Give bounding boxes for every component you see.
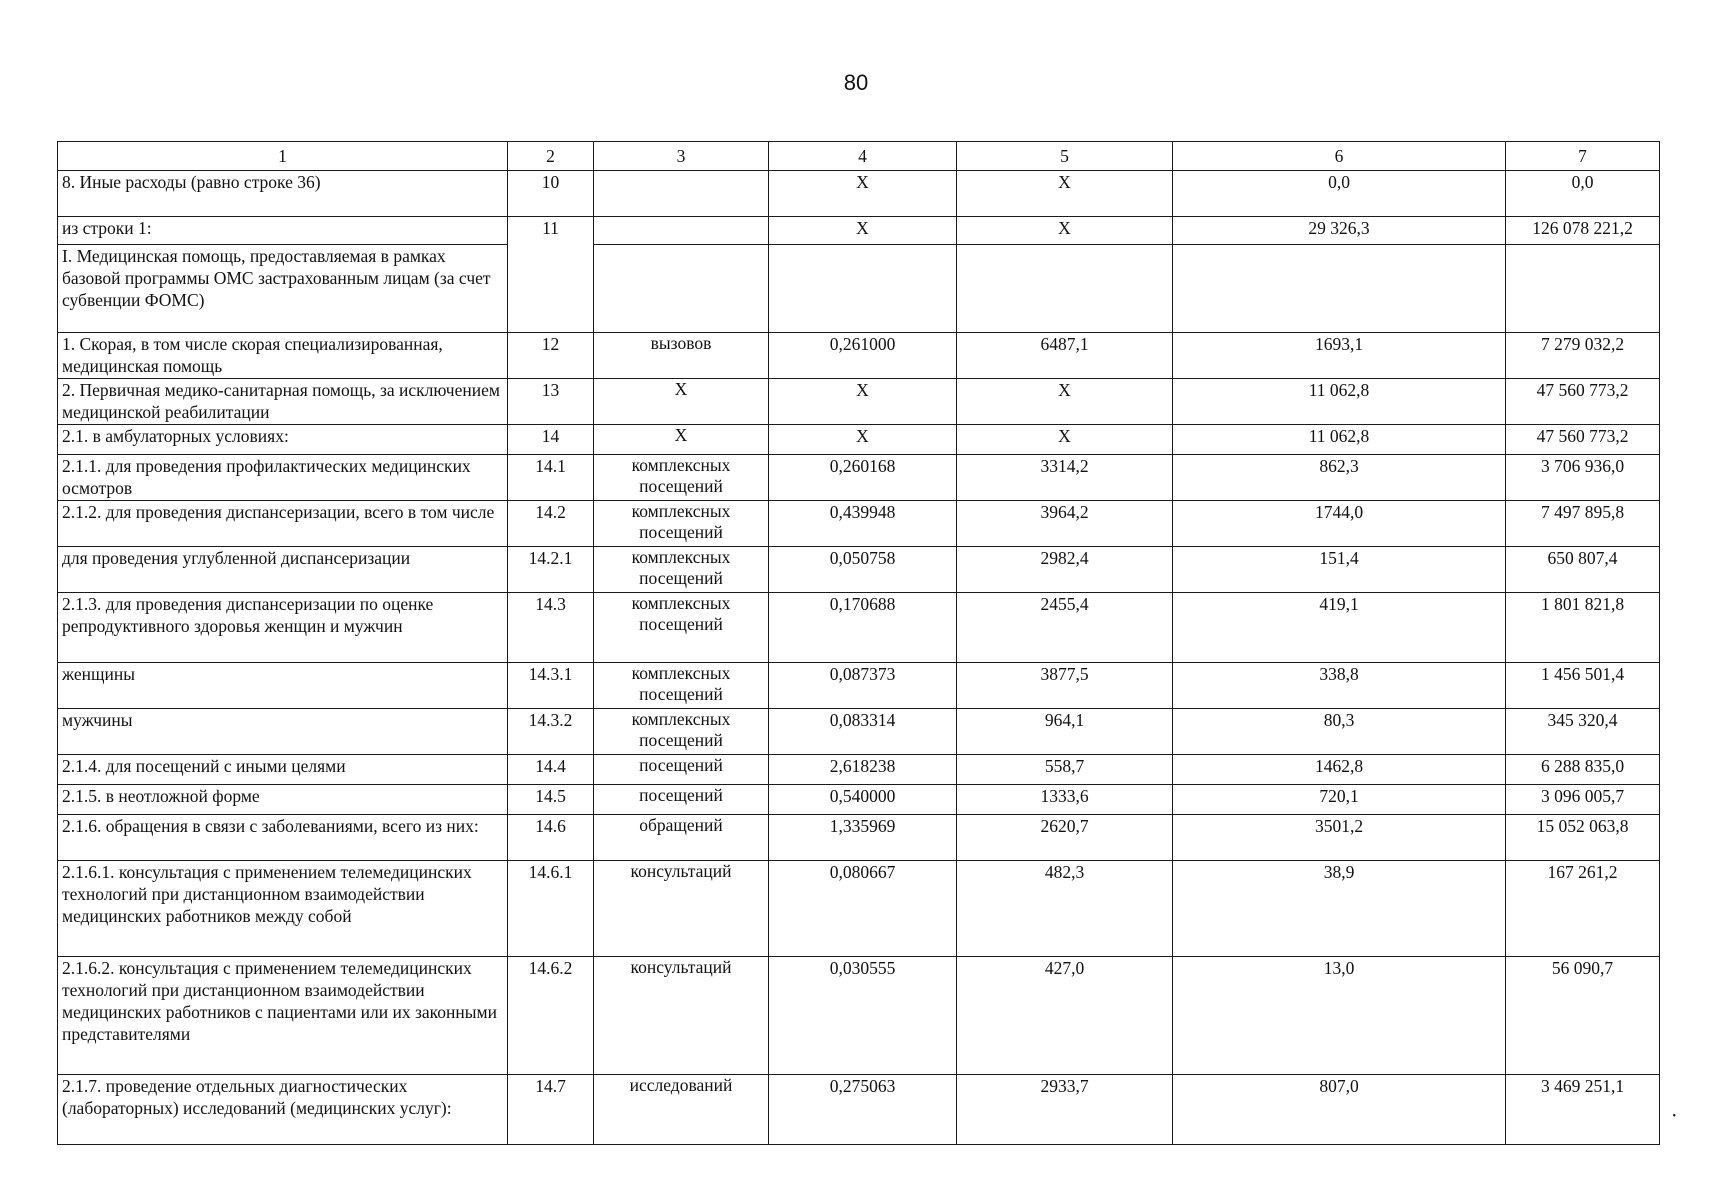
table-cell-col5: 2620,7 xyxy=(957,815,1173,861)
column-header-3: 3 xyxy=(594,142,769,171)
table-cell-col5: 2933,7 xyxy=(957,1075,1173,1145)
table-row xyxy=(58,785,1660,815)
table-cell-col7: 15 052 063,8 xyxy=(1506,815,1660,861)
table-cell-col7: 1 801 821,8 xyxy=(1506,593,1660,663)
table-cell-col3: Х xyxy=(594,379,769,425)
table-cell-col1: мужчины xyxy=(58,709,508,755)
table-cell-col6: 38,9 xyxy=(1173,861,1506,957)
table-cell-col1: 2.1.7. проведение отдельных диагностических (лабораторных) исследований (медицинских услуг): xyxy=(58,1075,508,1145)
stray-dot: • xyxy=(1672,1111,1676,1122)
table-cell-col4: 0,439948 xyxy=(769,501,957,547)
table-cell-col3: комплексных посещений xyxy=(594,547,769,593)
column-header-4: 4 xyxy=(769,142,957,171)
table-cell-col4: 0,050758 xyxy=(769,547,957,593)
table-cell-col6: 862,3 xyxy=(1173,455,1506,501)
table-cell-col4: 0,083314 xyxy=(769,709,957,755)
table-cell-col6: 1462,8 xyxy=(1173,755,1506,785)
table-cell-col6: 11 062,8 xyxy=(1173,379,1506,425)
table-cell-col1: 2.1.4. для посещений с иными целями xyxy=(58,755,508,785)
table-cell-col5: 3314,2 xyxy=(957,455,1173,501)
table-row xyxy=(58,755,1660,785)
table-cell-col7: 47 560 773,2 xyxy=(1506,425,1660,455)
table-cell-col5: 3964,2 xyxy=(957,501,1173,547)
table-cell-col3: посещений xyxy=(594,785,769,815)
table-cell-col3: консультаций xyxy=(594,957,769,1075)
table-cell-col6: 13,0 xyxy=(1173,957,1506,1075)
table-cell-col2: 14.6.1 xyxy=(508,861,594,957)
table-cell-col2: 14.3.2 xyxy=(508,709,594,755)
column-header-5: 5 xyxy=(957,142,1173,171)
table-cell-col2: 13 xyxy=(508,379,594,425)
table-cell-col5: Х xyxy=(957,425,1173,455)
table-cell-col2: 12 xyxy=(508,333,594,379)
table-row xyxy=(58,171,1660,217)
table-cell-col1: 2.1.6.1. консультация с применением телемедицинских технологий при дистанционном взаимодействии медицинских работников между собой xyxy=(58,861,508,957)
table-cell-col3: посещений xyxy=(594,755,769,785)
table-cell-col3 xyxy=(594,245,769,333)
table-cell-col7 xyxy=(1506,245,1660,333)
table-cell-col2: 14.3.1 xyxy=(508,663,594,709)
table-cell-col2: 14.1 xyxy=(508,455,594,501)
table-cell-col5: 558,7 xyxy=(957,755,1173,785)
table-cell-col1: 2.1.3. для проведения диспансеризации по оценке репродуктивного здоровья женщин и мужчин xyxy=(58,593,508,663)
table-cell-col6: 338,8 xyxy=(1173,663,1506,709)
table-cell-col2: 14.6.2 xyxy=(508,957,594,1075)
table-cell-col3: комплексных посещений xyxy=(594,501,769,547)
table-cell-col3 xyxy=(594,171,769,217)
table-cell-col6: 80,3 xyxy=(1173,709,1506,755)
table-cell-col4: 0,170688 xyxy=(769,593,957,663)
table-cell-col2: 14.4 xyxy=(508,755,594,785)
column-header-7: 7 xyxy=(1506,142,1660,171)
table-cell-col3: комплексных посещений xyxy=(594,663,769,709)
table-cell-col5 xyxy=(957,245,1173,333)
table-cell-col3: комплексных посещений xyxy=(594,709,769,755)
table-cell-col5: Х xyxy=(957,379,1173,425)
table-cell-col1: 2.1.6.2. консультация с применением телемедицинских технологий при дистанционном взаимодействии медицинских работников с пациентами или их законными представителями xyxy=(58,957,508,1075)
table-cell-col4: 0,260168 xyxy=(769,455,957,501)
table-cell-col1: 2. Первичная медико-санитарная помощь, за исключением медицинской реабилитации xyxy=(58,379,508,425)
table-cell-col4: 0,261000 xyxy=(769,333,957,379)
table-row xyxy=(58,1075,1660,1145)
table-cell-col7: 3 096 005,7 xyxy=(1506,785,1660,815)
table-row xyxy=(58,217,1660,245)
table-cell-col7: 7 279 032,2 xyxy=(1506,333,1660,379)
table-cell-col2: 14.7 xyxy=(508,1075,594,1145)
table-cell-col6: 3501,2 xyxy=(1173,815,1506,861)
table-row xyxy=(58,663,1660,709)
table-row xyxy=(58,425,1660,455)
table-cell-col1: 2.1.5. в неотложной форме xyxy=(58,785,508,815)
table-cell-col7: 650 807,4 xyxy=(1506,547,1660,593)
table-header-row xyxy=(58,142,1660,171)
table-cell-col7: 6 288 835,0 xyxy=(1506,755,1660,785)
table-row xyxy=(58,815,1660,861)
table-row xyxy=(58,957,1660,1075)
table-cell-col5: Х xyxy=(957,217,1173,245)
page-number: 80 xyxy=(843,70,869,95)
column-header-1: 1 xyxy=(58,142,508,171)
column-header-6: 6 xyxy=(1173,142,1506,171)
table-cell-col4: 0,030555 xyxy=(769,957,957,1075)
table-cell-col7: 126 078 221,2 xyxy=(1506,217,1660,245)
table-cell-col6 xyxy=(1173,245,1506,333)
table-cell-col3: комплексных посещений xyxy=(594,455,769,501)
table-cell-col6: 11 062,8 xyxy=(1173,425,1506,455)
table-cell-col2: 14.2 xyxy=(508,501,594,547)
table-cell-col7: 167 261,2 xyxy=(1506,861,1660,957)
table-cell-col7: 0,0 xyxy=(1506,171,1660,217)
table-cell-col5: 964,1 xyxy=(957,709,1173,755)
table-cell-col4: 0,087373 xyxy=(769,663,957,709)
table-cell-col1: 2.1. в амбулаторных условиях: xyxy=(58,425,508,455)
table-cell-col7: 56 090,7 xyxy=(1506,957,1660,1075)
table-row xyxy=(58,593,1660,663)
table-cell-col6: 720,1 xyxy=(1173,785,1506,815)
table-row xyxy=(58,333,1660,379)
table-cell-col2: 14.2.1 xyxy=(508,547,594,593)
table-cell-col2: 14.3 xyxy=(508,593,594,663)
table-cell-col2: 14.5 xyxy=(508,785,594,815)
table-cell-col1: из строки 1: xyxy=(58,217,508,245)
table-cell-col4: Х xyxy=(769,217,957,245)
table-cell-col4: 0,275063 xyxy=(769,1075,957,1145)
table-cell-col1: 2.1.1. для проведения профилактических медицинских осмотров xyxy=(58,455,508,501)
table-cell-col3 xyxy=(594,217,769,245)
table-cell-col7: 345 320,4 xyxy=(1506,709,1660,755)
table-cell-col4: 1,335969 xyxy=(769,815,957,861)
table-cell-col5: 2455,4 xyxy=(957,593,1173,663)
table-cell-col6: 0,0 xyxy=(1173,171,1506,217)
table-cell-col6: 151,4 xyxy=(1173,547,1506,593)
table-cell-col7: 3 706 936,0 xyxy=(1506,455,1660,501)
table-cell-col3: Х xyxy=(594,425,769,455)
table-row xyxy=(58,245,1660,333)
table-cell-col7: 7 497 895,8 xyxy=(1506,501,1660,547)
table-cell-col4: Х xyxy=(769,171,957,217)
table-row xyxy=(58,547,1660,593)
table-cell-col1: 2.1.6. обращения в связи с заболеваниями, всего из них: xyxy=(58,815,508,861)
table-cell-col5: 427,0 xyxy=(957,957,1173,1075)
table-cell-col6: 807,0 xyxy=(1173,1075,1506,1145)
table-cell-col4: 0,080667 xyxy=(769,861,957,957)
table-cell-col2: 10 xyxy=(508,171,594,217)
table-row xyxy=(58,379,1660,425)
table-cell-col3: вызовов xyxy=(594,333,769,379)
table-cell-col6: 1693,1 xyxy=(1173,333,1506,379)
table-cell-col4: Х xyxy=(769,379,957,425)
table-cell-col6: 1744,0 xyxy=(1173,501,1506,547)
table-cell-col6: 29 326,3 xyxy=(1173,217,1506,245)
table-cell-col3: исследований xyxy=(594,1075,769,1145)
table-cell-col2: 14.6 xyxy=(508,815,594,861)
table-row xyxy=(58,861,1660,957)
table-cell-col1: 8. Иные расходы (равно строке 36) xyxy=(58,171,508,217)
table-row xyxy=(58,501,1660,547)
table-row xyxy=(58,455,1660,501)
table-cell-col3: консультаций xyxy=(594,861,769,957)
table-cell-col5: 482,3 xyxy=(957,861,1173,957)
table-cell-col7: 3 469 251,1 xyxy=(1506,1075,1660,1145)
table-cell-col2: 14 xyxy=(508,425,594,455)
table-cell-col5: Х xyxy=(957,171,1173,217)
table-cell-col1: 1. Скорая, в том числе скорая специализированная, медицинская помощь xyxy=(58,333,508,379)
table-cell-col1: I. Медицинская помощь, предоставляемая в рамках базовой программы ОМС застрахованным лицам (за счет субвенции ФОМС) xyxy=(58,245,508,333)
table-cell-col3: обращений xyxy=(594,815,769,861)
table-cell-col5: 2982,4 xyxy=(957,547,1173,593)
table-cell-col1: для проведения углубленной диспансеризации xyxy=(58,547,508,593)
table-cell-col4: 0,540000 xyxy=(769,785,957,815)
table-cell-col7: 47 560 773,2 xyxy=(1506,379,1660,425)
table-cell-col1: 2.1.2. для проведения диспансеризации, всего в том числе xyxy=(58,501,508,547)
table-cell-col2: 11 xyxy=(508,217,594,333)
table-cell-col4: 2,618238 xyxy=(769,755,957,785)
table-cell-col6: 419,1 xyxy=(1173,593,1506,663)
table-cell-col1: женщины xyxy=(58,663,508,709)
table-cell-col5: 3877,5 xyxy=(957,663,1173,709)
table-cell-col4: Х xyxy=(769,425,957,455)
table-cell-col4 xyxy=(769,245,957,333)
column-header-2: 2 xyxy=(508,142,594,171)
table-cell-col3: комплексных посещений xyxy=(594,593,769,663)
report-table xyxy=(57,141,1660,1145)
table-row xyxy=(58,709,1660,755)
table-cell-col7: 1 456 501,4 xyxy=(1506,663,1660,709)
table-cell-col5: 6487,1 xyxy=(957,333,1173,379)
table-cell-col5: 1333,6 xyxy=(957,785,1173,815)
